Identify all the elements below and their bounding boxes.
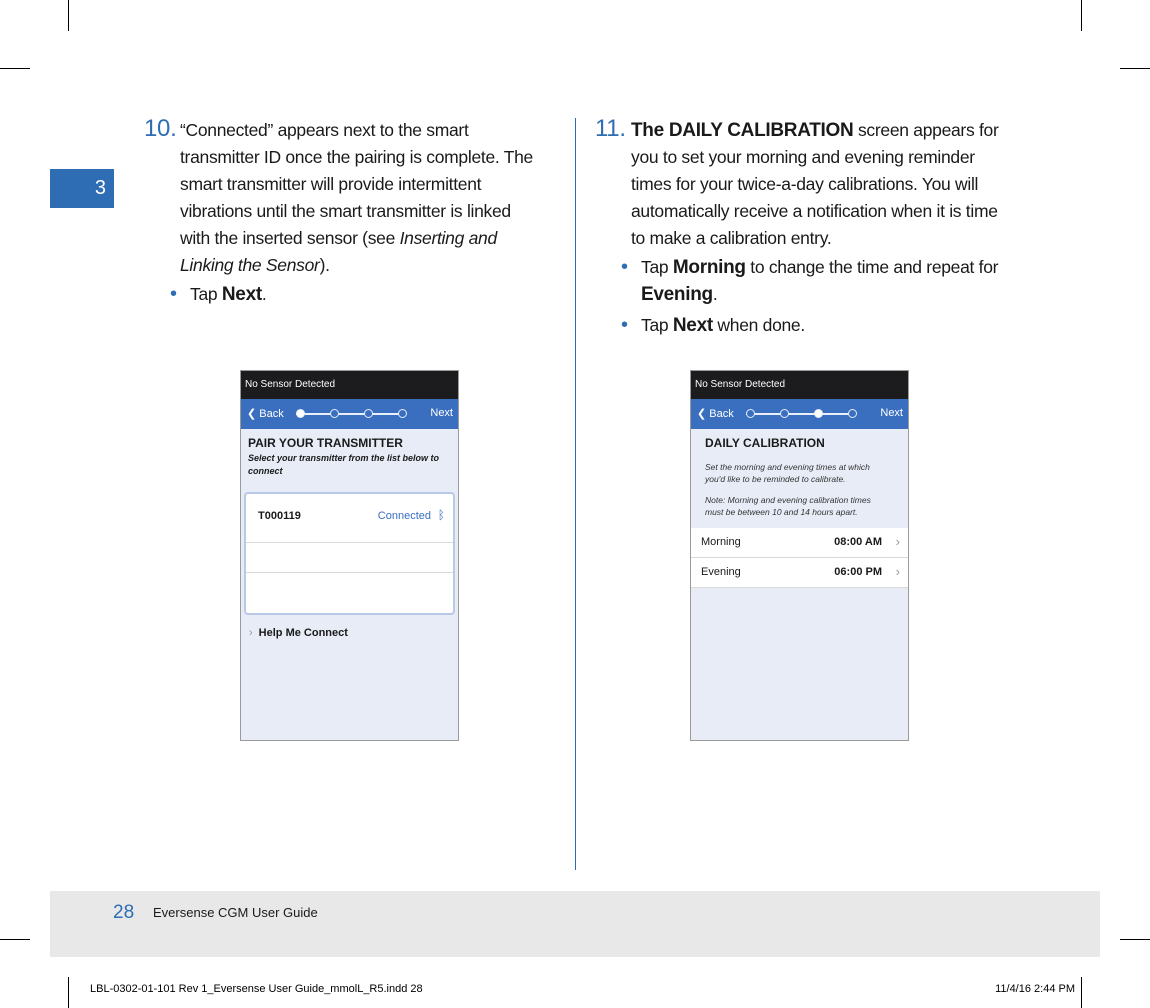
- transmitter-id: T000119: [258, 510, 301, 522]
- row-label: Evening: [701, 566, 741, 578]
- back-button[interactable]: ❮ Back: [247, 408, 284, 420]
- row-label: Morning: [701, 536, 741, 548]
- bullet-tap-next: • Tap Next when done.: [621, 312, 1016, 339]
- crop-mark: [68, 977, 69, 1008]
- evening-row[interactable]: [691, 558, 908, 588]
- step-text: The DAILY CALIBRATION screen appears for you to set your morning and evening reminder times for your twice-a-day calibrations. You will automatically receive a notification when it is time to make a calibration entry.: [631, 120, 999, 248]
- footer-band: [50, 891, 1100, 957]
- progress-dots: [296, 413, 406, 415]
- screen-note: Note: Morning and evening calibration times must be between 10 and 14 hours apart.: [705, 495, 871, 517]
- status-bar: No Sensor Detected: [241, 371, 458, 399]
- step-11: [595, 115, 1016, 339]
- chevron-right-icon: ›: [895, 564, 900, 579]
- calibration-times-table: [691, 528, 908, 588]
- row-time: 08:00 AM: [834, 536, 882, 548]
- screen-title: DAILY CALIBRATION: [705, 436, 825, 450]
- column-divider: [575, 118, 576, 870]
- step-number: 10.: [144, 115, 177, 142]
- daily-calibration-screenshot: [690, 370, 909, 741]
- list-item: [246, 573, 453, 613]
- morning-row[interactable]: [691, 528, 908, 558]
- back-button[interactable]: ❮ Back: [697, 408, 734, 420]
- screen-title: PAIR YOUR TRANSMITTER: [248, 436, 403, 450]
- crop-mark: [1120, 939, 1150, 940]
- progress-dot: [814, 409, 823, 418]
- progress-dot: [746, 409, 755, 418]
- nav-bar: [691, 399, 908, 429]
- progress-dot: [848, 409, 857, 418]
- chapter-tab[interactable]: 3: [50, 169, 114, 208]
- transmitter-row[interactable]: [246, 494, 453, 543]
- status-bar: No Sensor Detected: [691, 371, 908, 399]
- cross-reference-link[interactable]: Inserting and Linking the Sensor: [180, 228, 497, 275]
- bullet-tap-morning: • Tap Morning to change the time and repeat for Evening.: [621, 254, 1016, 308]
- chevron-left-icon: ❮: [697, 408, 707, 420]
- row-time: 06:00 PM: [834, 566, 882, 578]
- slug-timestamp: 11/4/16 2:44 PM: [995, 983, 1075, 995]
- screen-subtitle: Select your transmitter from the list below to connect: [248, 453, 440, 476]
- nav-bar: [241, 399, 458, 429]
- guide-title: Eversense CGM User Guide: [153, 905, 318, 920]
- next-button[interactable]: Next: [430, 407, 453, 419]
- step-10: [144, 115, 540, 308]
- crop-mark: [68, 0, 69, 31]
- chevron-left-icon: ❮: [247, 408, 257, 420]
- bullet-tap-next: • Tap Next.: [170, 281, 540, 308]
- progress-dots: [746, 413, 856, 415]
- transmitter-list: [244, 492, 455, 615]
- bluetooth-icon: ᛒ: [437, 508, 445, 522]
- progress-dot: [364, 409, 373, 418]
- slug-file-info: LBL-0302-01-101 Rev 1_Eversense User Guide_mmolL_R5.indd 28: [90, 983, 423, 995]
- pair-transmitter-screenshot: [240, 370, 459, 741]
- crop-mark: [1120, 68, 1150, 69]
- progress-dot: [296, 409, 305, 418]
- step-number: 11.: [595, 115, 626, 142]
- page-number: 28: [113, 902, 135, 923]
- chevron-right-icon: ›: [895, 534, 900, 549]
- help-me-connect-link[interactable]: › Help Me Connect: [249, 627, 348, 639]
- crop-mark: [0, 68, 30, 69]
- step-text: “Connected” appears next to the smart transmitter ID once the pairing is complete. The smart transmitter will provide intermittent vibrations until the smart transmitter is linked with the inserted sensor (see Inserting and Linking the Sensor).: [180, 120, 533, 275]
- screen-instructions: Set the morning and evening times at which you'd like to be reminded to calibrate.: [705, 462, 870, 484]
- next-button[interactable]: Next: [880, 407, 903, 419]
- progress-dot: [398, 409, 407, 418]
- crop-mark: [1081, 977, 1082, 1008]
- list-item: [246, 543, 453, 573]
- crop-mark: [1081, 0, 1082, 31]
- crop-mark: [0, 939, 30, 940]
- progress-dot: [780, 409, 789, 418]
- connected-status: Connected: [377, 510, 431, 522]
- chevron-right-icon: ›: [249, 627, 253, 639]
- progress-dot: [330, 409, 339, 418]
